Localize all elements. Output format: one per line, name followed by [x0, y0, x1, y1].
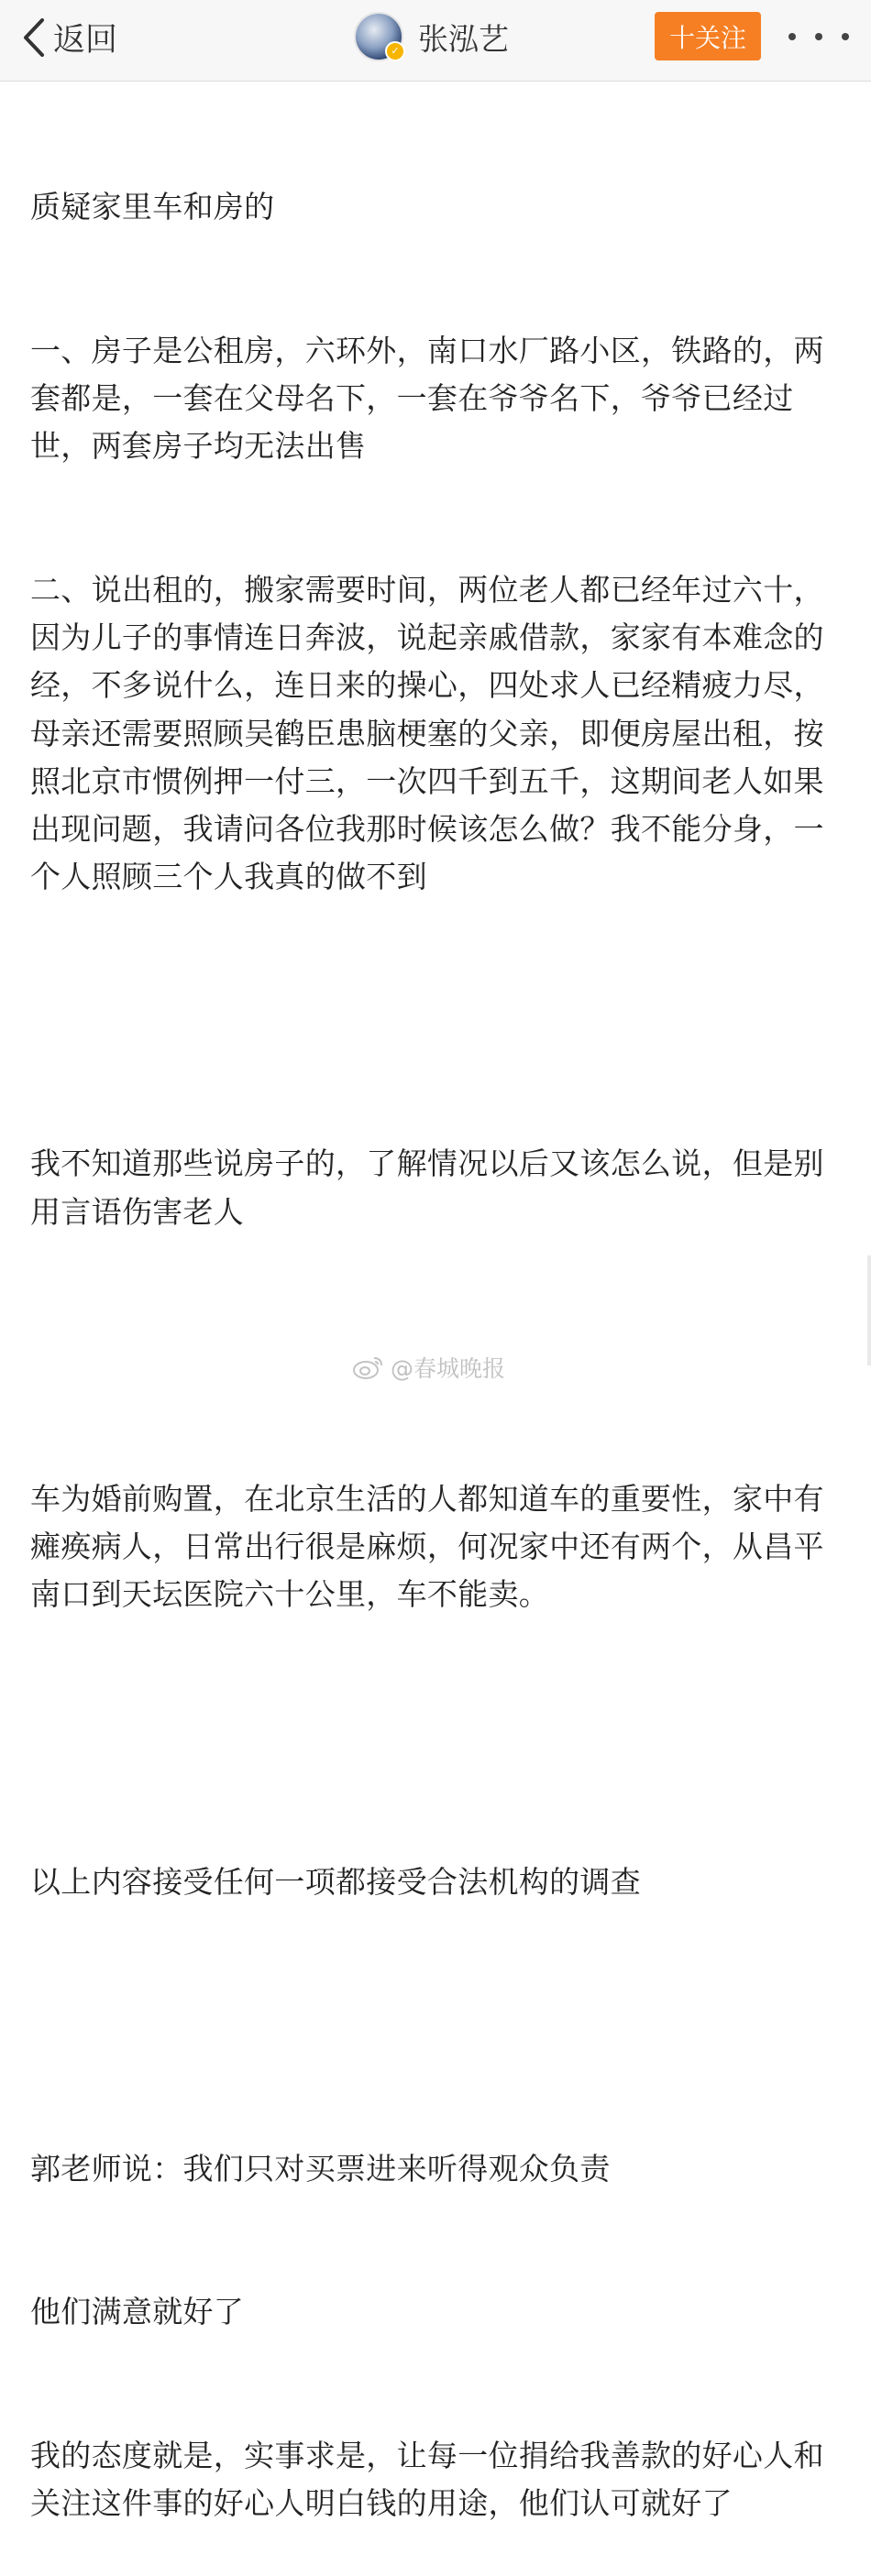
post-blank-line — [30, 997, 844, 1045]
more-dots-icon — [842, 33, 849, 40]
post-paragraph: 车为婚前购置，在北京生活的人都知道车的重要性，家中有瘫痪病人，日常出行很是麻烦，何况家中还有两个，从昌平南口到天坛医院六十公里，车不能卖。 — [30, 1480, 824, 1613]
post-paragraph: 我不知道那些说房子的，了解情况以后又该怎么说，但是别用言语伤害老人 — [30, 1145, 824, 1230]
more-dots-icon — [815, 33, 822, 40]
post-paragraph: 他们满意就好了 — [30, 2294, 245, 2330]
back-button[interactable] — [22, 13, 117, 62]
post-paragraph: 二、说出租的，搬家需要时间，两位老人都已经年过六十，因为儿子的事情连日奔波，说起亲戚借款，家家有本难念的经，不多说什么，连日来的操心，四处求人已经精疲力尽，母亲还需要照顾吴鹤臣患脑梗塞的父亲，即便房屋出租，按照北京市惯例押一付三，一次四千到五千，这期间老人如果出现问题，我请问各位我那时候该怎么做？我不能分身，一个人照顾三个人我真的做不到 — [30, 572, 824, 895]
verified-badge-icon: ✓ — [385, 41, 405, 61]
back-label: 返回 — [53, 22, 118, 59]
post-paragraph: 以上内容接受任何一项都接受合法机构的调查 — [30, 1863, 641, 1900]
avatar[interactable] — [354, 12, 403, 61]
watermark — [352, 1351, 505, 1384]
post-blank-line — [30, 2001, 844, 2049]
scrollbar[interactable] — [867, 1255, 871, 1365]
post-paragraph: 一、房子是公租房，六环外，南口水厂路小区，铁路的，两套都是，一套在父母名下，一套在爷爷名下，爷爷已经过世，两套房子均无法出售 — [30, 333, 824, 465]
top-navigation-bar — [0, 0, 871, 82]
user-profile[interactable] — [354, 11, 509, 62]
watermark-text: @春城晚报 — [391, 1355, 506, 1382]
more-dots-icon — [788, 33, 796, 40]
weibo-logo-icon — [352, 1354, 385, 1381]
chevron-left-icon — [22, 13, 50, 62]
more-options-button[interactable] — [788, 24, 849, 49]
follow-button[interactable]: 十关注 — [655, 12, 761, 60]
post-blank-line — [30, 1715, 844, 1762]
username[interactable]: 张泓艺 — [418, 20, 509, 57]
post-paragraph: 郭老师说：我们只对买票进来听得观众负责 — [30, 2150, 611, 2187]
post-body — [30, 88, 844, 2576]
post-paragraph: 我的态度就是，实事求是，让每一位捐给我善款的好心人和关注这件事的好心人明白钱的用途，他们认可就好了 — [30, 2437, 824, 2522]
post-paragraph: 质疑家里车和房的 — [30, 189, 275, 225]
